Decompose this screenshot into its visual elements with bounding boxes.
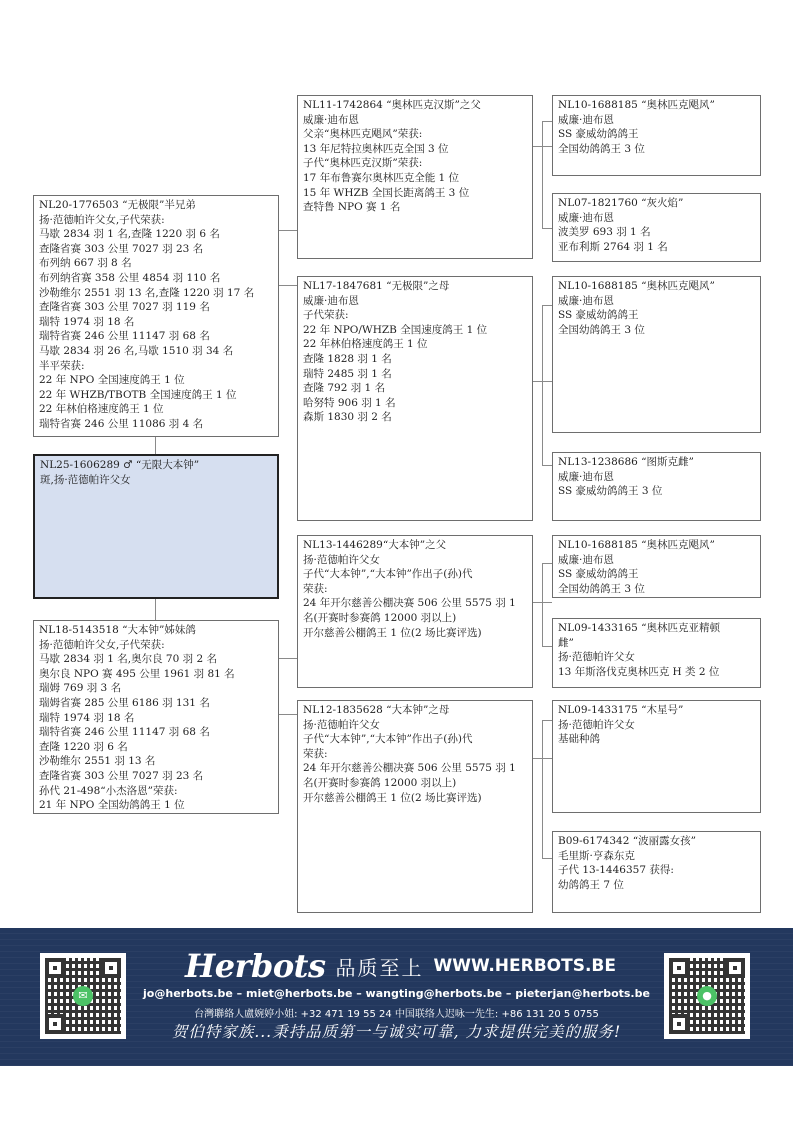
card-line: 子代“大本钟”,“大本钟”作出子(孙)代 bbox=[303, 568, 473, 581]
connector bbox=[542, 720, 543, 858]
ancestor-card bbox=[552, 831, 761, 913]
card-title: NL10-1688185 “奥林匹克飓风” bbox=[558, 280, 715, 292]
connector bbox=[542, 646, 552, 647]
card-line: SS 豪威幼鸽鸽王 bbox=[558, 309, 639, 322]
card-line: 哈努特 906 羽 1 名 bbox=[303, 396, 396, 409]
card-line: 瑞姆 769 羽 3 名 bbox=[39, 682, 122, 695]
qr-finder bbox=[669, 958, 689, 978]
card-line: 沙勒维尔 2551 羽 13 名 bbox=[39, 755, 156, 768]
connector bbox=[542, 563, 543, 646]
card-line: SS 豪威幼鸽鸽王 bbox=[558, 128, 639, 141]
card-line: 基础种鸽 bbox=[558, 733, 600, 746]
ancestor-card bbox=[552, 535, 761, 598]
card-line: 孙代 21-498“小杰洛恩”荣获: bbox=[39, 784, 178, 797]
contact-emails[interactable]: jo@herbots.be – miet@herbots.be – wangting@herbots.be – pieterjan@herbots.be bbox=[143, 987, 650, 1000]
card-title: NL18-5143518 “大本钟”姊妹鸽 bbox=[39, 624, 196, 636]
card-line: 瑞特省赛 246 公里 11147 羽 68 名 bbox=[39, 726, 210, 739]
card-line: 子代 13-1446357 获得: bbox=[558, 864, 674, 877]
card-title: NL10-1688185 “奥林匹克飓风” bbox=[558, 99, 715, 111]
card-line: 雌” bbox=[558, 636, 574, 649]
card-line: 子代“大本钟”,“大本钟”作出子(孙)代 bbox=[303, 733, 473, 746]
card-line: 荣获: bbox=[303, 582, 328, 595]
subject-card bbox=[33, 454, 279, 599]
card-line: 扬·范德帕许父女 bbox=[558, 718, 635, 731]
subject-title: NL25-1606289 ♂ “无限大本钟” bbox=[40, 459, 200, 471]
card-line: 瑞特省赛 246 公里 11086 羽 4 名 bbox=[39, 417, 204, 430]
connector bbox=[279, 230, 297, 231]
qr-code-right[interactable] bbox=[664, 953, 750, 1039]
qr-finder bbox=[45, 958, 65, 978]
dam-card bbox=[297, 276, 533, 521]
ancestor-card bbox=[552, 276, 761, 433]
connector bbox=[155, 437, 156, 454]
card-title: NL13-1446289“大本钟”之父 bbox=[303, 539, 447, 551]
card-line: 全国幼鸽鸽王 3 位 bbox=[558, 323, 645, 336]
brand-header bbox=[185, 948, 625, 984]
connector bbox=[542, 305, 543, 465]
card-line: 查隆 1828 羽 1 名 bbox=[303, 352, 392, 365]
card-title: NL09-1433165 “奥林匹克亚精顿 bbox=[558, 622, 721, 634]
card-line: 威廉·迪布恩 bbox=[558, 553, 614, 566]
sire-card bbox=[297, 95, 533, 259]
card-line: 开尔慈善公棚鸽王 1 位(2 场比赛评选) bbox=[303, 791, 482, 804]
card-line: SS 豪威幼鸽鸽王 3 位 bbox=[558, 485, 663, 498]
card-title: NL10-1688185 “奥林匹克飓风” bbox=[558, 539, 715, 551]
ancestor-card bbox=[552, 95, 761, 176]
card-title: NL07-1821760 “灰火焰” bbox=[558, 197, 684, 209]
card-line: 扬·范德帕许父女,子代荣获: bbox=[39, 213, 165, 226]
card-line: 扬·范德帕许父女 bbox=[303, 718, 380, 731]
connector bbox=[542, 858, 552, 859]
connector bbox=[542, 465, 552, 466]
card-line: 22 年林伯格速度鸽王 1 位 bbox=[39, 403, 164, 416]
card-line: 24 年开尔慈善公棚决赛 506 公里 5575 羽 1 bbox=[303, 597, 516, 610]
brand-logo: Herbots bbox=[185, 947, 326, 985]
card-line: 13 年斯洛伐克奥林匹克 H 类 2 位 bbox=[558, 665, 720, 678]
card-line: 13 年尼特拉奥林匹克全国 3 位 bbox=[303, 142, 449, 155]
connector bbox=[542, 305, 552, 306]
card-line: 森斯 1830 羽 2 名 bbox=[303, 411, 392, 424]
card-line: 毛里斯·亨森东克 bbox=[558, 849, 635, 862]
card-line: 全国幼鸽鸽王 3 位 bbox=[558, 582, 645, 595]
connector bbox=[542, 121, 552, 122]
connector bbox=[279, 714, 297, 715]
card-line: 24 年开尔慈善公棚决赛 506 公里 5575 羽 1 bbox=[303, 762, 516, 775]
wechat-icon: ● bbox=[697, 986, 717, 1006]
connector bbox=[155, 599, 156, 620]
card-line: 查隆省赛 303 公里 7027 羽 119 名 bbox=[39, 301, 210, 314]
ancestor-card bbox=[552, 452, 761, 521]
sister-card bbox=[33, 620, 279, 814]
card-line: 马歇 2834 羽 1 名,奥尔良 70 羽 2 名 bbox=[39, 653, 217, 666]
card-line: 扬·范德帕许父女 bbox=[303, 553, 380, 566]
card-title: NL12-1835628 “大本钟”之母 bbox=[303, 704, 450, 716]
ancestor-card bbox=[552, 700, 761, 813]
card-line: 22 年 WHZB/TBOTB 全国速度鸽王 1 位 bbox=[39, 388, 237, 401]
card-line: 查隆 1220 羽 6 名 bbox=[39, 740, 128, 753]
card-title: NL09-1433175 “木星号” bbox=[558, 704, 684, 716]
card-line: 17 年布鲁赛尔奥林匹克全能 1 位 bbox=[303, 171, 460, 184]
slogan: 品质至上 bbox=[335, 955, 424, 980]
card-line: SS 豪威幼鸽鸽王 bbox=[558, 568, 639, 581]
half-brother-card bbox=[33, 195, 279, 437]
card-line: 奥尔良 NPO 赛 495 公里 1961 羽 81 名 bbox=[39, 667, 235, 680]
card-line: 名(开赛时参赛鸽 12000 羽以上) bbox=[303, 776, 457, 789]
card-line: 半平荣获: bbox=[39, 359, 85, 372]
card-line: 布列纳 667 羽 8 名 bbox=[39, 257, 132, 270]
footer-banner bbox=[0, 928, 793, 1066]
big-ben-dam-card bbox=[297, 700, 533, 913]
card-line: 波美罗 693 羽 1 名 bbox=[558, 226, 651, 239]
connector bbox=[542, 720, 552, 721]
card-line: 查特鲁 NPO 赛 1 名 bbox=[303, 201, 401, 214]
card-line: 亚布利斯 2764 羽 1 名 bbox=[558, 240, 668, 253]
ancestor-card bbox=[552, 193, 761, 262]
card-line: 扬·范德帕许父女 bbox=[558, 651, 635, 664]
card-line: 22 年 NPO 全国速度鸽王 1 位 bbox=[39, 374, 185, 387]
ancestor-card bbox=[552, 618, 761, 688]
card-line: 马歇 2834 羽 26 名,马歇 1510 羽 34 名 bbox=[39, 344, 234, 357]
card-line: 威廉·迪布恩 bbox=[558, 113, 614, 126]
line-app-icon: ✉ bbox=[73, 986, 93, 1006]
card-line: 布列纳省赛 358 公里 4854 羽 110 名 bbox=[39, 271, 221, 284]
qr-finder bbox=[101, 958, 121, 978]
card-line: 沙勒维尔 2551 羽 13 名,查隆 1220 羽 17 名 bbox=[39, 286, 255, 299]
card-title: NL17-1847681 “无极限”之母 bbox=[303, 280, 450, 292]
card-title: B09-6174342 “波丽露女孩” bbox=[558, 835, 696, 847]
card-line: 名(开赛时参赛鸽 12000 羽以上) bbox=[303, 611, 457, 624]
card-line: 22 年 NPO/WHZB 全国速度鸽王 1 位 bbox=[303, 323, 488, 336]
card-line: 子代荣获: bbox=[303, 309, 349, 322]
card-line: 瑞特省赛 246 公里 11147 羽 68 名 bbox=[39, 330, 210, 343]
qr-finder bbox=[669, 1014, 689, 1034]
website-link[interactable]: WWW.HERBOTS.BE bbox=[433, 956, 617, 976]
card-line: 幼鸽鸽王 7 位 bbox=[558, 878, 624, 891]
card-line: 扬·范德帕许父女,子代荣获: bbox=[39, 638, 165, 651]
card-line: 荣获: bbox=[303, 747, 328, 760]
big-ben-sire-card bbox=[297, 535, 533, 688]
qr-pattern bbox=[669, 958, 745, 1034]
connector bbox=[542, 228, 552, 229]
card-line: 全国幼鸽鸽王 3 位 bbox=[558, 142, 645, 155]
card-line: 威廉·迪布恩 bbox=[303, 113, 359, 126]
card-line: 父亲“奥林匹克飓风”荣获: bbox=[303, 128, 423, 141]
connector bbox=[279, 285, 297, 286]
card-title: NL11-1742864 “奥林匹克汉斯”之父 bbox=[303, 99, 481, 111]
card-line: 瑞特 1974 羽 18 名 bbox=[39, 711, 135, 724]
card-line: 威廉·迪布恩 bbox=[303, 294, 359, 307]
company-motto: 贺伯特家族...秉持品质第一与诚实可靠, 力求提供完美的服务! bbox=[171, 1023, 622, 1041]
card-line: 22 年林伯格速度鸽王 1 位 bbox=[303, 338, 428, 351]
card-line: 威廉·迪布恩 bbox=[558, 294, 614, 307]
connector bbox=[279, 658, 297, 659]
card-line: 瑞姆省赛 285 公里 6186 羽 131 名 bbox=[39, 696, 210, 709]
card-title: NL13-1238686 “图斯克雌” bbox=[558, 456, 694, 468]
subject-owner: 斑,扬·范德帕许父女 bbox=[40, 473, 131, 486]
card-line: 瑞特 2485 羽 1 名 bbox=[303, 367, 392, 380]
card-title: NL20-1776503 “无极限”半兄弟 bbox=[39, 199, 196, 211]
card-line: 查隆省赛 303 公里 7027 羽 23 名 bbox=[39, 242, 204, 255]
contact-phones: 台灣聯絡人盧婉婷小姐: +32 471 19 55 24 中国联络人迟咏一先生: +86 131 20 5 0755 bbox=[194, 1009, 599, 1020]
card-line: 马歇 2834 羽 1 名,查隆 1220 羽 6 名 bbox=[39, 228, 220, 241]
card-line: 威廉·迪布恩 bbox=[558, 470, 614, 483]
card-line: 威廉·迪布恩 bbox=[558, 211, 614, 224]
card-line: 查隆 792 羽 1 名 bbox=[303, 382, 386, 395]
card-line: 15 年 WHZB 全国长距离鸽王 3 位 bbox=[303, 186, 470, 199]
card-line: 瑞特 1974 羽 18 名 bbox=[39, 315, 135, 328]
connector bbox=[542, 563, 552, 564]
card-line: 查隆省赛 303 公里 7027 羽 23 名 bbox=[39, 769, 204, 782]
card-line: 开尔慈善公棚鸽王 1 位(2 场比赛评选) bbox=[303, 626, 482, 639]
card-line: 21 年 NPO 全国幼鸽鸽王 1 位 bbox=[39, 799, 185, 812]
card-line: 子代“奥林匹克汉斯”荣获: bbox=[303, 157, 423, 170]
connector bbox=[542, 121, 543, 228]
qr-finder bbox=[725, 958, 745, 978]
